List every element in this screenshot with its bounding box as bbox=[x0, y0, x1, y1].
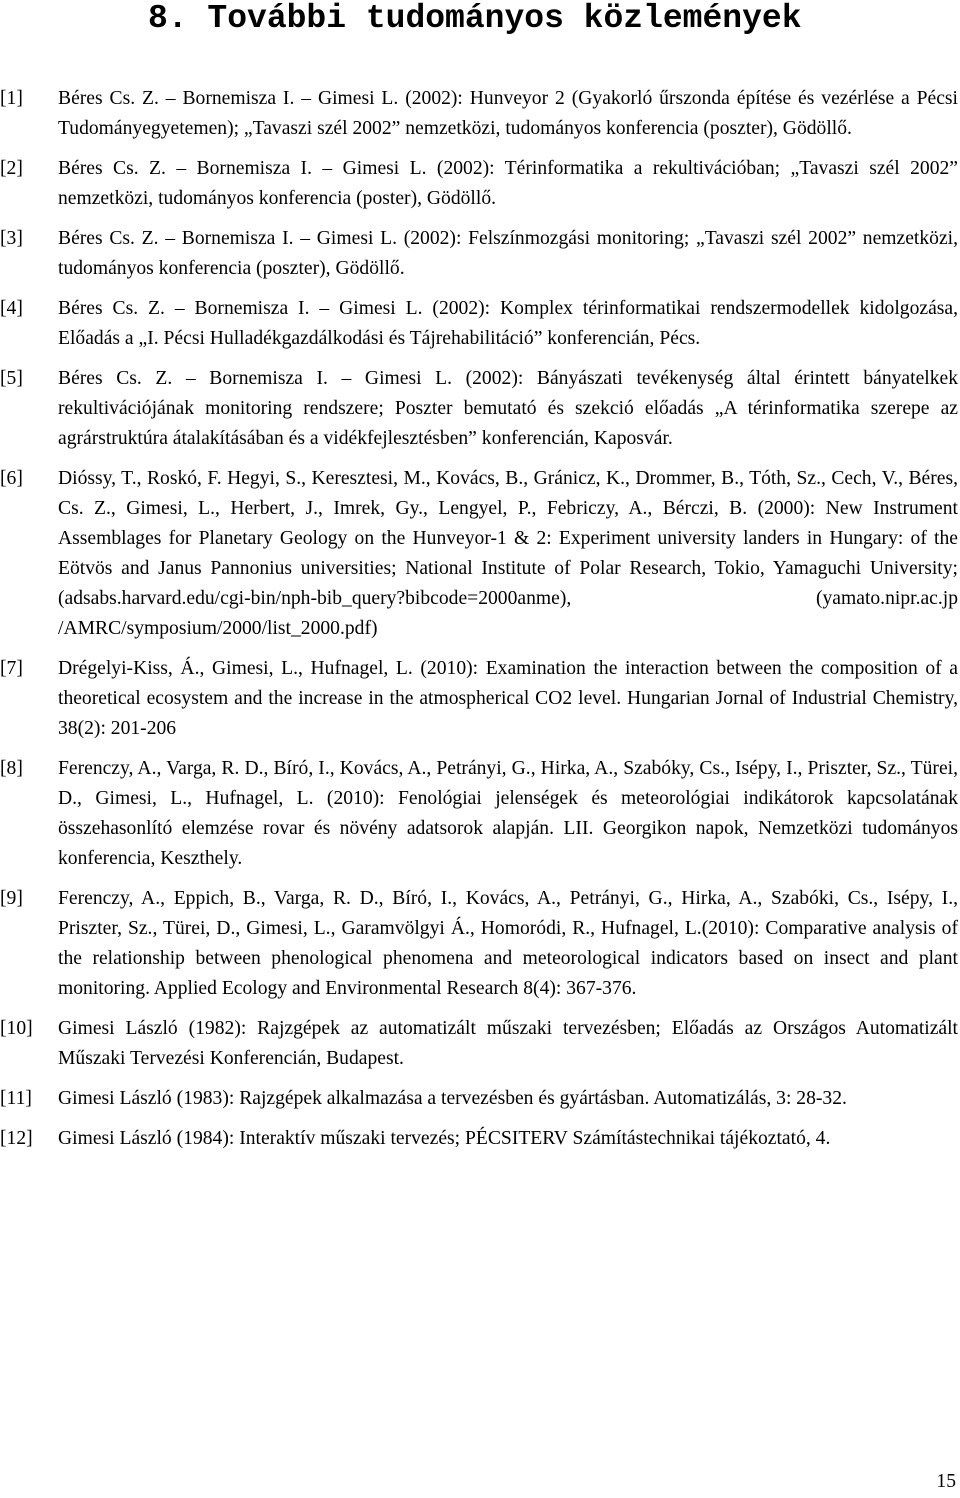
page-heading: 8. További tudományos közlemények bbox=[148, 0, 802, 37]
reference-item bbox=[0, 884, 958, 1004]
reference-item bbox=[0, 1084, 958, 1114]
reference-item bbox=[0, 364, 958, 454]
reference-item bbox=[0, 154, 958, 214]
reference-text: Gimesi László (1984): Interaktív műszaki tervezés; PÉCSITERV Számítástechnikai tájékoztató, 4. bbox=[58, 1128, 831, 1149]
reference-text: Béres Cs. Z. – Bornemisza I. – Gimesi L. (2002): Hunveyor 2 (Gyakorló űrszonda építése és vezérlése a Pécsi Tudományegyetemen); „Tavaszi szél 2002” nemzetközi, tudományos konferencia (poszter), Gödöllő. bbox=[58, 88, 958, 139]
reference-item bbox=[0, 84, 958, 144]
reference-item bbox=[0, 1014, 958, 1074]
reference-number: [1] bbox=[0, 88, 23, 109]
reference-item bbox=[0, 1124, 958, 1154]
page-number: 15 bbox=[936, 1471, 956, 1492]
reference-item bbox=[0, 224, 958, 284]
reference-number: [2] bbox=[0, 158, 23, 179]
reference-number: [10] bbox=[0, 1018, 33, 1039]
reference-text: Ferenczy, A., Varga, R. D., Bíró, I., Kovács, A., Petrányi, G., Hirka, A., Szabóky, Cs., Isépy, I., Priszter, Sz., Türei, D., Gimesi, L., Hufnagel, L. (2010): Fenológiai jelenségek és meteorológiai indikátorok kapcsolatának összehasonlító elemzése rovar és növény adatsorok alapján. LII. Georgikon napok, Nemzetközi tudományos konferencia, Keszthely. bbox=[58, 758, 958, 869]
reference-text: Béres Cs. Z. – Bornemisza I. – Gimesi L. (2002): Felszínmozgási monitoring; „Tavaszi szél 2002” nemzetközi, tudományos konferencia (poszter), Gödöllő. bbox=[58, 228, 958, 279]
reference-item bbox=[0, 754, 958, 874]
reference-number: [7] bbox=[0, 658, 23, 679]
reference-item bbox=[0, 464, 958, 644]
reference-item bbox=[0, 294, 958, 354]
reference-number: [5] bbox=[0, 368, 23, 389]
reference-number: [6] bbox=[0, 468, 23, 489]
reference-number: [8] bbox=[0, 758, 23, 779]
reference-number: [12] bbox=[0, 1128, 33, 1149]
reference-item bbox=[0, 654, 958, 744]
reference-text: Béres Cs. Z. – Bornemisza I. – Gimesi L. (2002): Térinformatika a rekultivációban; „Tavaszi szél 2002” nemzetközi, tudományos konferencia (poster), Gödöllő. bbox=[58, 158, 958, 209]
reference-text: Gimesi László (1983): Rajzgépek alkalmazása a tervezésben és gyártásban. Automatizálás, 3: 28-32. bbox=[58, 1088, 847, 1109]
reference-text: Béres Cs. Z. – Bornemisza I. – Gimesi L. (2002): Komplex térinformatikai rendszermodellek kidolgozása, Előadás a „I. Pécsi Hulladékgazdálkodási és Tájrehabilitáció” konferencián, Pécs. bbox=[58, 298, 958, 349]
reference-number: [11] bbox=[0, 1088, 32, 1109]
reference-number: [3] bbox=[0, 228, 23, 249]
reference-number: [9] bbox=[0, 888, 23, 909]
reference-text: Gimesi László (1982): Rajzgépek az automatizált műszaki tervezésben; Előadás az Országos Automatizált Műszaki Tervezési Konferencián, Budapest. bbox=[58, 1018, 958, 1069]
reference-list bbox=[0, 84, 958, 1164]
reference-text: Ferenczy, A., Eppich, B., Varga, R. D., Bíró, I., Kovács, A., Petrányi, G., Hirka, A., Szabóki, Cs., Isépy, I., Priszter, Sz., Türei, D., Gimesi, L., Garamvölgyi Á., Homoródi, R., Hufnagel, L.(2010): Comparative analysis of the relationship between phenological phenomena and meteorological indicators based on insect and plant monitoring. Applied Ecology and Environmental Research 8(4): 367-376. bbox=[58, 888, 958, 999]
reference-number: [4] bbox=[0, 298, 23, 319]
reference-text: Béres Cs. Z. – Bornemisza I. – Gimesi L. (2002): Bányászati tevékenység által érintett bányatelkek rekultivációjának monitoring rendszere; Poszter bemutató és szekció előadás „A térinformatika szerepe az agrárstruktúra átalakításában és a vidékfejlesztésben” konferencián, Kaposvár. bbox=[58, 368, 958, 449]
reference-text: Dióssy, T., Roskó, F. Hegyi, S., Keresztesi, M., Kovács, B., Gránicz, K., Drommer, B., Tóth, Sz., Cech, V., Béres, Cs. Z., Gimesi, L., Herbert, J., Imrek, Gy., Lengyel, P., Febriczy, A., Bérczi, B. (2000): New Instrument Assemblages for Planetary Geology on the Hunveyor-1 & 2: Experiment university landers in Hungary: of the Eötvös and Janus Pannonius universities; National Institute of Polar Research, Tokio, Yamaguchi University; (adsabs.harvard.edu/cgi-bin/nph-bib_query?bibcode=2000anme), (yamato.nipr.ac.jp /AMRC/symposium/2000/list_2000.pdf) bbox=[58, 468, 958, 639]
reference-text: Drégelyi-Kiss, Á., Gimesi, L., Hufnagel, L. (2010): Examination the interaction between the composition of a theoretical ecosystem and the increase in the atmospherical CO2 level. Hungarian Jornal of Industrial Chemistry, 38(2): 201-206 bbox=[58, 658, 958, 739]
